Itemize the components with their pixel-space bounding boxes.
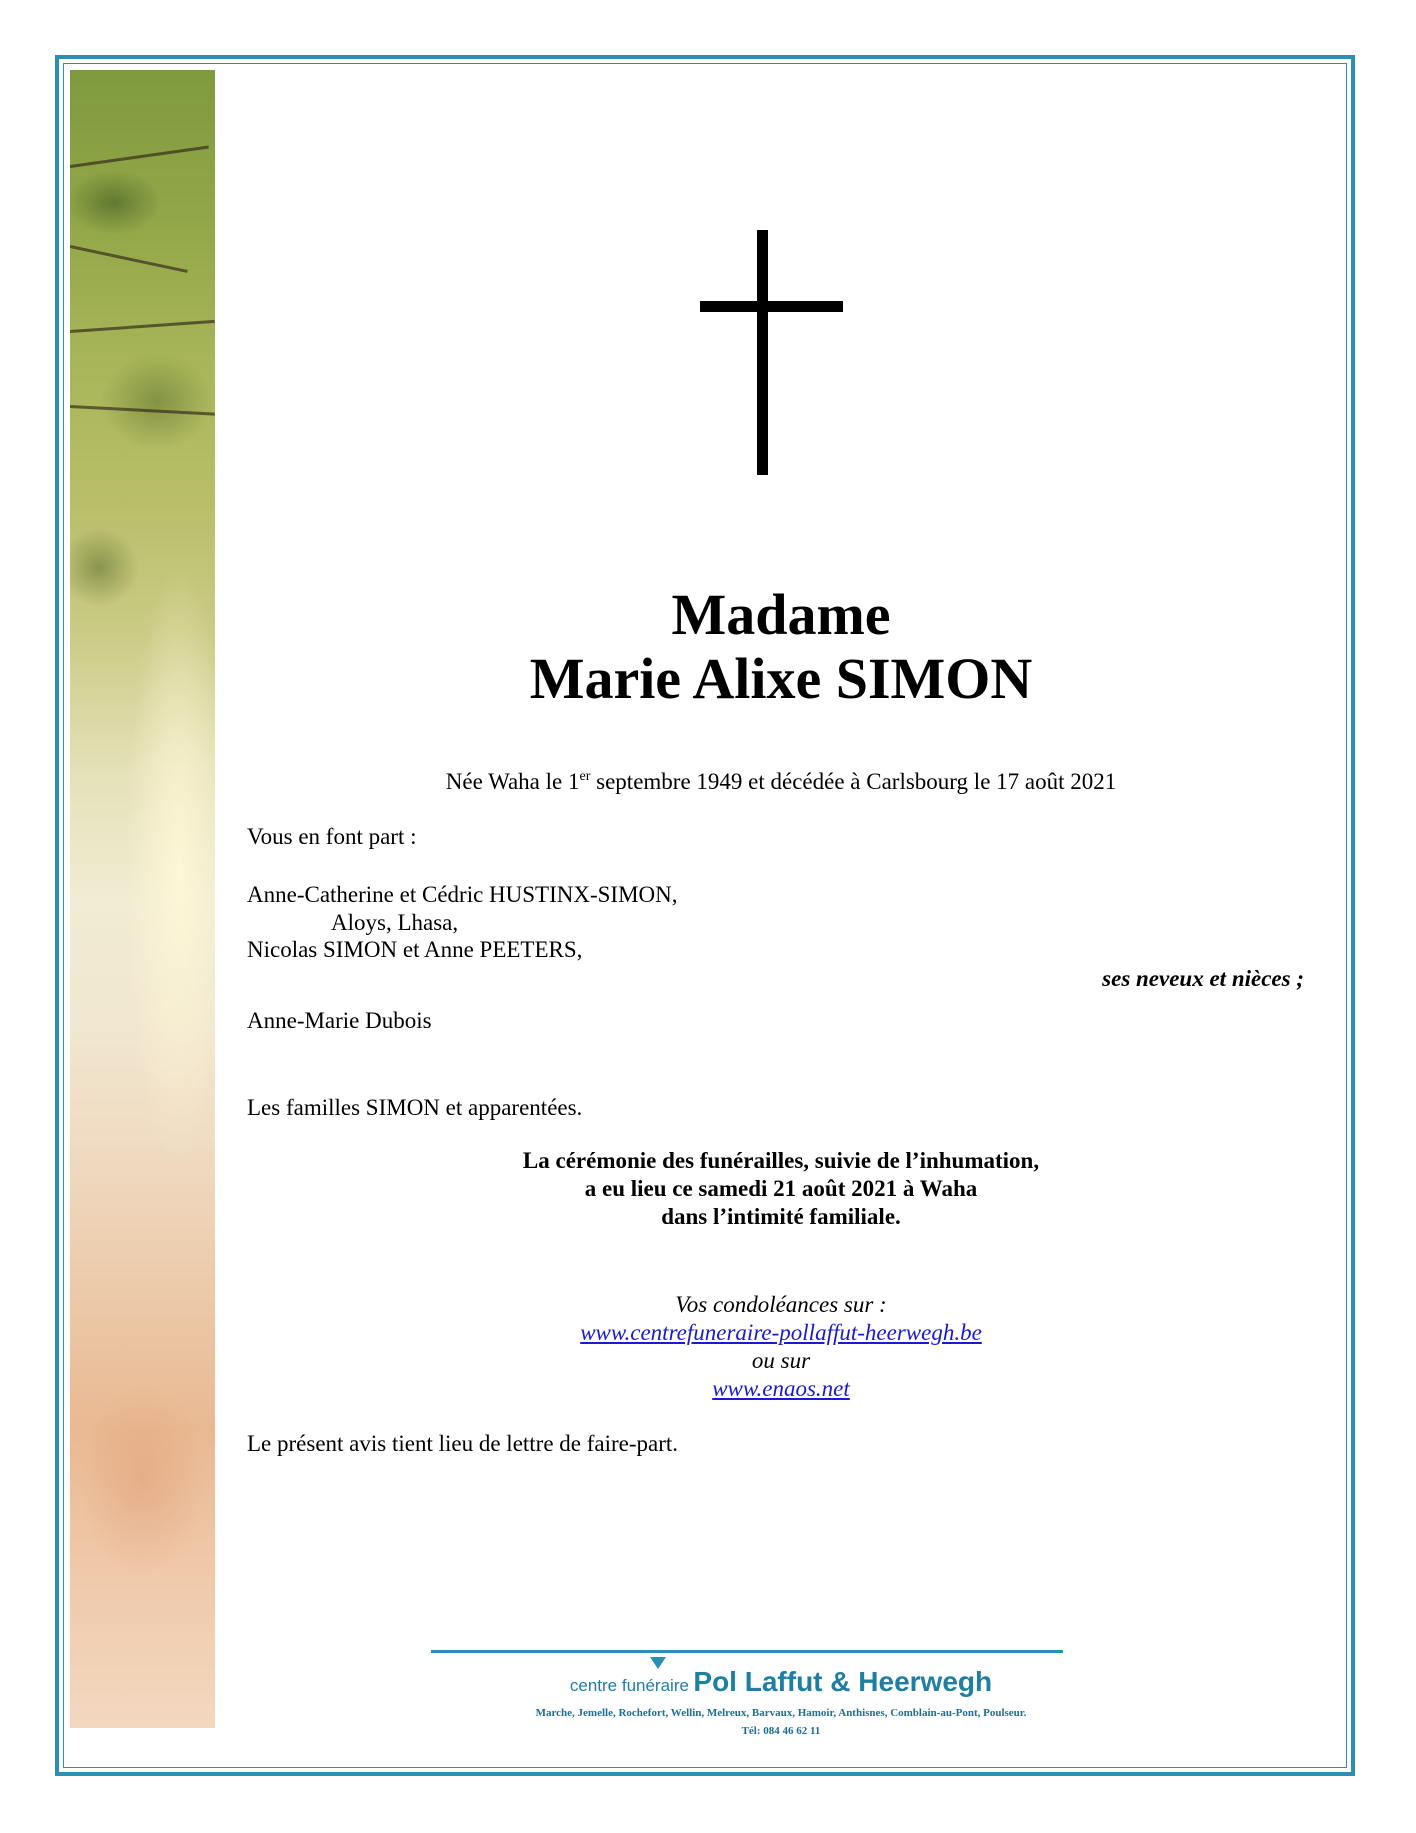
- birth-text: Née Waha le 1: [445, 769, 580, 794]
- latin-cross-icon: [757, 230, 768, 475]
- logo-small-text: centre funéraire: [569, 1676, 689, 1695]
- ceremony-line: La cérémonie des funérailles, suivie de l’inhumation,: [522, 1148, 1040, 1173]
- ordinal-suffix: er: [579, 769, 591, 784]
- logo-big-text: Pol Laffut & Heerwegh: [693, 1666, 993, 1697]
- branch-decoration: [70, 405, 215, 416]
- funeral-home-link[interactable]: www.centrefuneraire-pollaffut-heerwegh.be: [580, 1320, 982, 1345]
- ceremony-line: a eu lieu ce samedi 21 août 2021 à Waha: [584, 1176, 978, 1201]
- deceased-name: Marie Alixe SIMON: [529, 646, 1033, 711]
- family-line: Les familles SIMON et apparentées.: [247, 1095, 583, 1120]
- closing-line: Le présent avis tient lieu de lettre de faire-part.: [247, 1431, 679, 1456]
- family-line: Nicolas SIMON et Anne PEETERS,: [247, 937, 583, 962]
- death-text: septembre 1949 et décédée à Carlsbourg le 17 août 2021: [590, 769, 1117, 794]
- condolences-intro: Vos condoléances sur :: [675, 1292, 887, 1317]
- branch-decoration: [70, 146, 209, 168]
- condolences-link-row: [215, 1318, 1347, 1348]
- funeral-home-logo: [215, 1666, 1347, 1698]
- family-line: Aloys, Lhasa,: [331, 910, 459, 935]
- footer-phone: Tél: 084 46 62 11: [741, 1725, 821, 1737]
- birth-death-line: [215, 767, 1347, 797]
- family-line: Anne-Marie Dubois: [247, 1008, 432, 1033]
- forest-path-photo: [70, 70, 215, 1728]
- announcement-line: Vous en font part :: [247, 824, 417, 849]
- footer-towns: Marche, Jemelle, Rochefort, Wellin, Melreux, Barvaux, Hamoir, Anthisnes, Comblain-au-Pont, Poulseur.: [535, 1707, 1027, 1719]
- footer-divider: [431, 1650, 1063, 1653]
- cross-bar: [700, 301, 843, 312]
- family-line: Anne-Catherine et Cédric HUSTINX-SIMON,: [247, 882, 678, 907]
- title-madame: Madame: [671, 582, 891, 647]
- condolences-link-row: [215, 1374, 1347, 1404]
- relation-label: ses neveux et nièces ;: [1102, 966, 1304, 991]
- obituary-content: [215, 70, 1347, 1737]
- enaos-link[interactable]: www.enaos.net: [712, 1376, 850, 1401]
- branch-decoration: [70, 320, 215, 333]
- condolences-or: ou sur: [751, 1348, 811, 1373]
- branch-decoration: [70, 245, 188, 273]
- ceremony-line: dans l’intimité familiale.: [661, 1204, 901, 1229]
